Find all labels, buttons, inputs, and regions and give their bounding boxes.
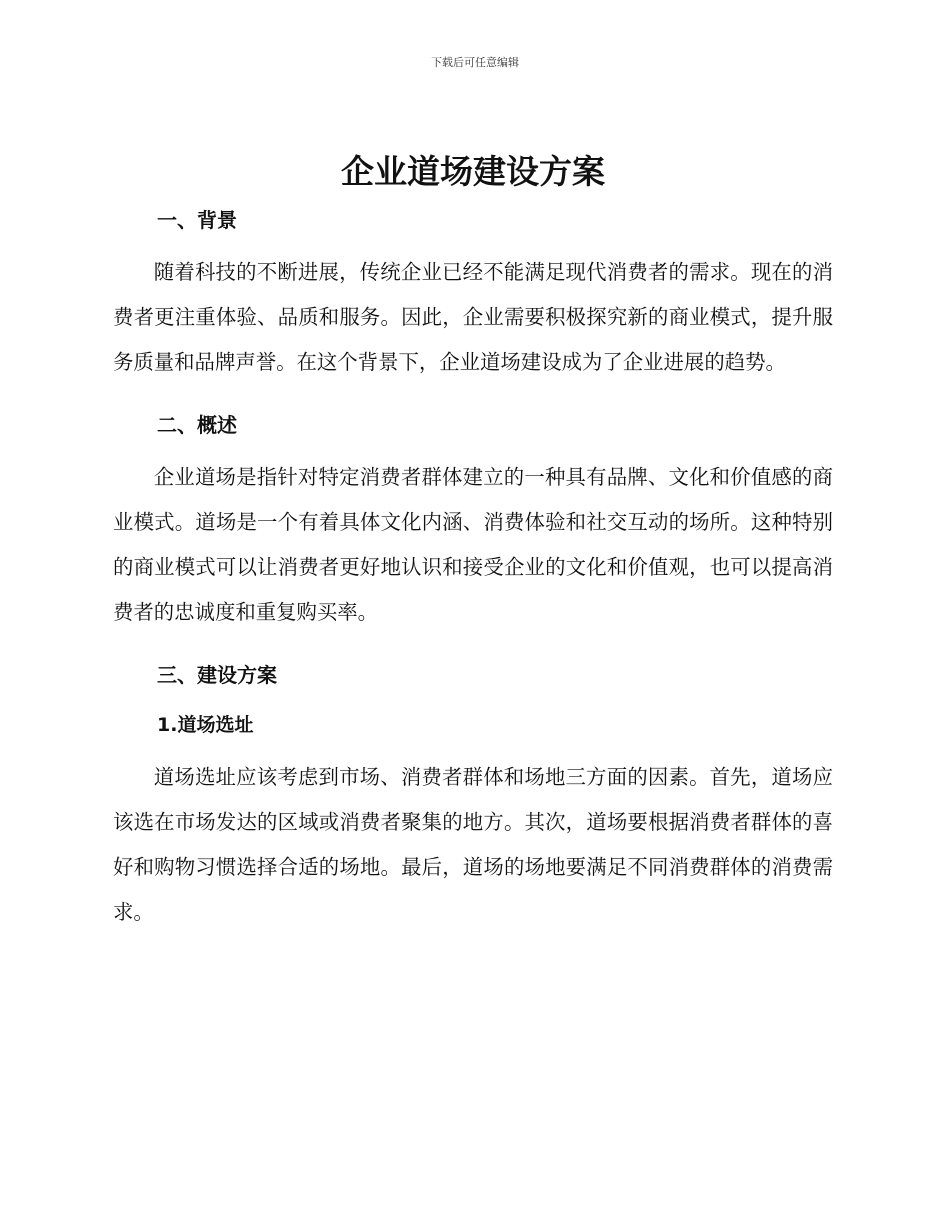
paragraph-site: 道场选址应该考虑到市场、消费者群体和场地三方面的因素。首先，道场应该选在市场发达的区域或消费者聚集的地方。其次，道场要根据消费者群体的喜好和购物习惯选择合适的场地。最后，道场的场地要满足不同消费群体的消费需求。 <box>113 765 833 924</box>
document-title: 企业道场建设方案 <box>341 152 605 191</box>
spacer <box>113 635 833 655</box>
header-note: 下载后可任意编辑 <box>431 56 519 69</box>
section-heading-background: 一、背景 <box>157 208 237 232</box>
paragraph-overview: 企业道场是指针对特定消费者群体建立的一种具有品牌、文化和价值感的商业模式。道场是一个有着具体文化内涵、消费体验和社交互动的场所。这种特别的商业模式可以让消费者更好地认识和接受企业的文化和价值观，也可以提高消费者的忠诚度和重复购买率。 <box>113 465 833 624</box>
spacer <box>113 385 833 405</box>
section-heading-overview: 二、概述 <box>157 413 237 437</box>
spacer <box>113 445 833 455</box>
spacer <box>113 240 833 250</box>
document-body <box>113 148 833 935</box>
paragraph-background: 随着科技的不断进展，传统企业已经不能满足现代消费者的需求。现在的消费者更注重体验、品质和服务。因此，企业需要积极探究新的商业模式，提升服务质量和品牌声誉。在这个背景下，企业道场建设成为了企业进展的趋势。 <box>113 260 833 374</box>
spacer <box>113 745 833 755</box>
spacer <box>113 695 833 705</box>
subsection-heading-site: 1.道场选址 <box>157 714 254 736</box>
section-heading-plan: 三、建设方案 <box>157 663 277 687</box>
